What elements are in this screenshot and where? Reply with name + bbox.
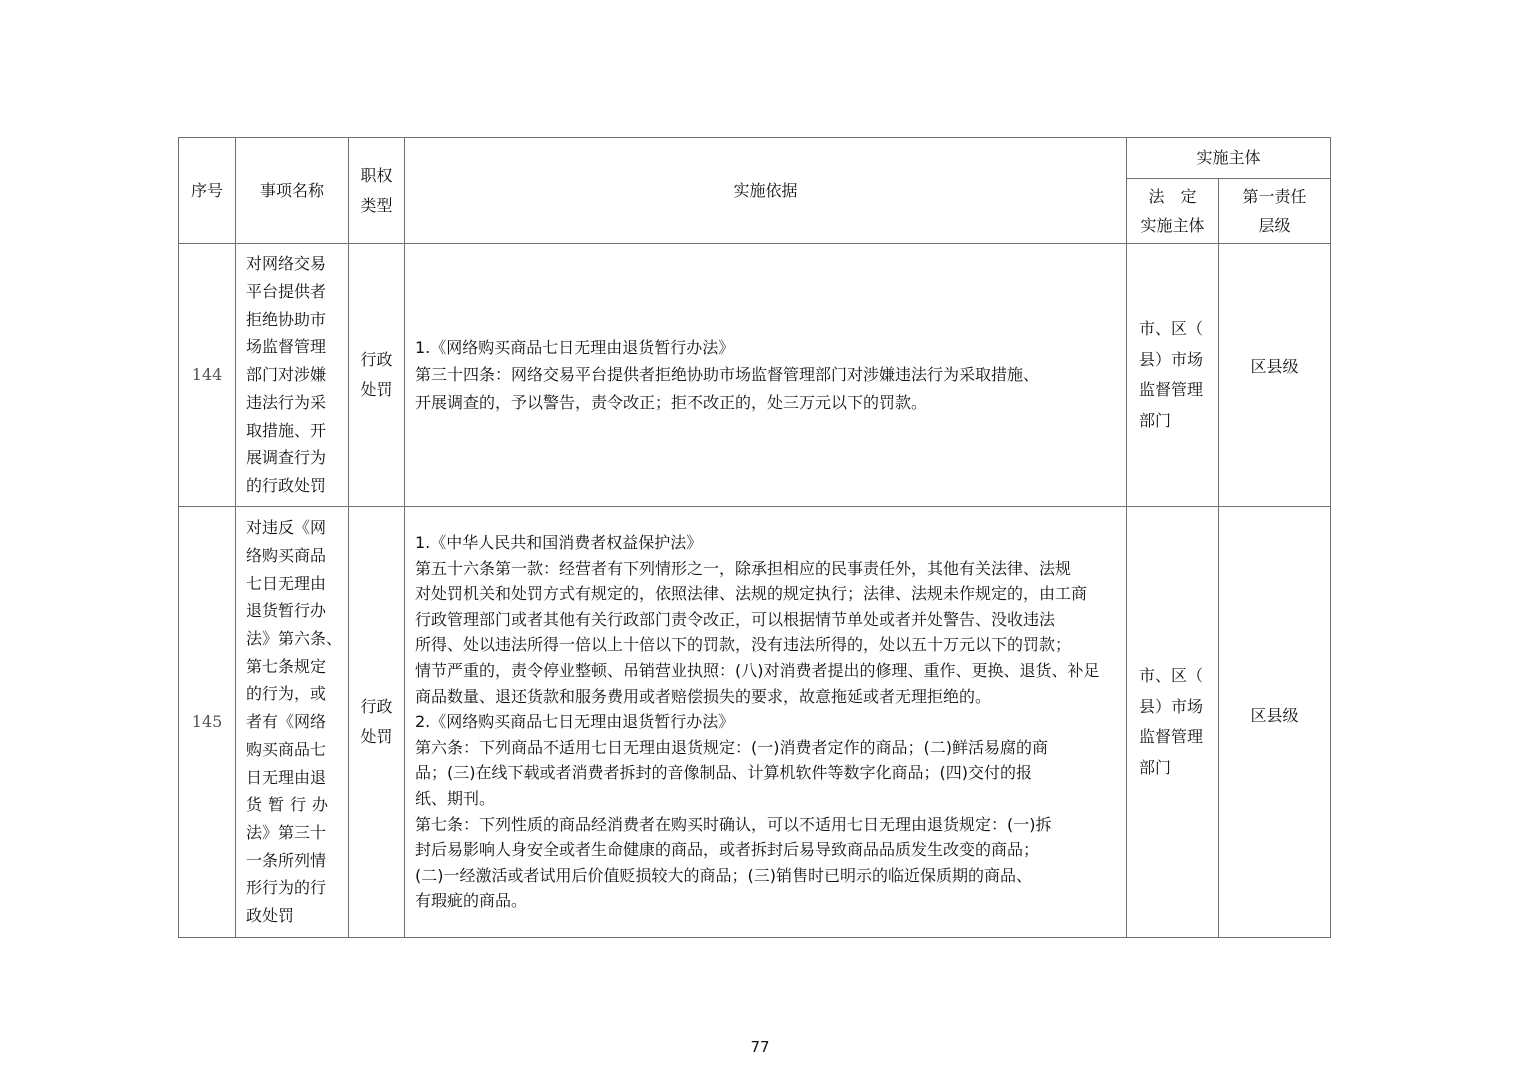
basis-line: 商品数量、退还货款和服务费用或者赔偿损失的要求，故意拖延或者无理拒绝的。 [415,686,992,706]
basis-line: 纸、期刊。 [415,788,496,808]
row-seq: 145 [179,507,236,938]
row-legal-subject [1127,507,1219,938]
header-basis: 实施依据 [405,138,1127,244]
row-power-type [349,507,405,938]
enforcement-items-table [178,137,1331,938]
item-name-line: 政处罚 [246,906,295,926]
basis-line: 第五十六条第一款：经营者有下列情形之一，除承担相应的民事责任外，其他有关法律、法规 [415,558,1072,578]
item-name-line: 的行政处罚 [246,475,327,495]
table-row [179,244,1331,507]
item-name-line: 对网络交易 [246,254,327,274]
header-level-line: 层级 [1258,216,1291,235]
item-name-line: 第七条规定 [246,656,327,676]
table-row [179,507,1331,938]
item-name-line: 者有《网络 [246,712,327,732]
row-power-type [349,244,405,507]
table-header-row [179,138,1331,179]
header-item-name: 事项名称 [236,138,349,244]
basis-line: 第六条：下列商品不适用七日无理由退货规定：(一)消费者定作的商品；(二)鲜活易腐的商 [415,737,1048,757]
basis-line: 第七条：下列性质的商品经消费者在购买时确认，可以不适用七日无理由退货规定：(一)拆 [415,814,1052,834]
header-legal-subject-line: 法 定 [1148,187,1197,206]
basis-line: 品；(三)在线下载或者消费者拆封的音像制品、计算机软件等数字化商品；(四)交付的报 [415,763,1032,783]
item-name-line: 法》第三十 [246,822,327,842]
item-name-line: 日无理由退 [246,767,327,787]
header-power-type-line: 职权 [360,165,393,185]
basis-line: 有瑕疵的商品。 [415,891,528,911]
legal-subject-line: 部门 [1139,410,1172,430]
row-item-name [236,507,349,938]
legal-subject-line: 县）市场 [1139,349,1204,369]
item-name-line: 货暂行办 [246,795,335,815]
item-name-line: 购买商品七 [246,739,327,759]
basis-line: 情节严重的，责令停业整顿、吊销营业执照：(八)对消费者提出的修理、重作、更换、退货、补足 [415,661,1100,681]
item-name-line: 法》第六条、 [246,629,343,649]
header-seq: 序号 [179,138,236,244]
basis-line: 封后易影响人身安全或者生命健康的商品，或者拆封后易导致商品品质发生改变的商品； [415,840,1040,860]
legal-subject-line: 监督管理 [1139,380,1204,399]
header-power-type [349,138,405,244]
item-name-line: 退货暂行办 [246,601,327,621]
item-name-line: 取措施、开 [246,420,327,440]
item-name-line: 场监督管理 [246,337,327,357]
item-name-line: 平台提供者 [246,282,327,302]
header-responsibility-level [1219,179,1331,244]
row-basis [405,244,1127,507]
item-name-line: 拒绝协助市 [246,309,327,329]
row-basis [405,507,1127,938]
row-responsibility-level: 区县级 [1219,244,1331,507]
page-number: 77 [750,1038,770,1056]
item-name-line: 的行为，或 [246,684,327,704]
power-type-line: 处罚 [360,727,393,746]
item-name-line: 形行为的行 [246,878,327,898]
item-name-line: 络购买商品 [246,545,327,565]
power-type-line: 行政 [360,697,393,716]
legal-subject-line: 县）市场 [1139,696,1204,716]
legal-subject-line: 市、区（ [1139,319,1204,338]
row-responsibility-level: 区县级 [1219,507,1331,938]
basis-line: 1.《网络购买商品七日无理由退货暂行办法》 [415,337,735,357]
item-name-line: 部门对涉嫌 [246,365,327,385]
item-name-line: 对违反《网 [246,518,327,538]
basis-line: 1.《中华人民共和国消费者权益保护法》 [415,533,703,553]
header-legal-subject-line: 实施主体 [1140,216,1205,235]
header-level-line: 第一责任 [1242,187,1307,206]
basis-line: 对处罚机关和处罚方式有规定的，依照法律、法规的规定执行；法律、法规未作规定的，由工商 [415,584,1088,604]
basis-line: 开展调查的，予以警告，责令改正；拒不改正的，处三万元以下的罚款。 [415,392,928,412]
item-name-line: 违法行为采 [246,392,327,412]
power-type-line: 行政 [360,350,393,369]
header-power-type-line: 类型 [360,195,393,215]
basis-line: 所得、处以违法所得一倍以上十倍以下的罚款，没有违法所得的，处以五十万元以下的罚款； [415,635,1072,655]
basis-line: 第三十四条：网络交易平台提供者拒绝协助市场监督管理部门对涉嫌违法行为采取措施、 [415,365,1040,385]
legal-subject-line: 监督管理 [1139,727,1204,746]
basis-line: 行政管理部门或者其他有关行政部门责令改正，可以根据情节单处或者并处警告、没收违法 [415,609,1056,629]
basis-line: (二)一经激活或者试用后价值贬损较大的商品；(三)销售时已明示的临近保质期的商品、 [415,865,1032,885]
power-type-line: 处罚 [360,380,393,399]
row-legal-subject [1127,244,1219,507]
row-seq: 144 [179,244,236,507]
item-name-line: 一条所列情 [246,850,327,870]
item-name-line: 七日无理由 [246,573,327,593]
header-subject: 实施主体 [1127,138,1331,179]
row-item-name [236,244,349,507]
item-name-line: 展调查行为 [246,448,327,468]
legal-subject-line: 部门 [1139,757,1172,777]
basis-line: 2.《网络购买商品七日无理由退货暂行办法》 [415,712,735,732]
legal-subject-line: 市、区（ [1139,666,1204,685]
header-legal-subject [1127,179,1219,244]
